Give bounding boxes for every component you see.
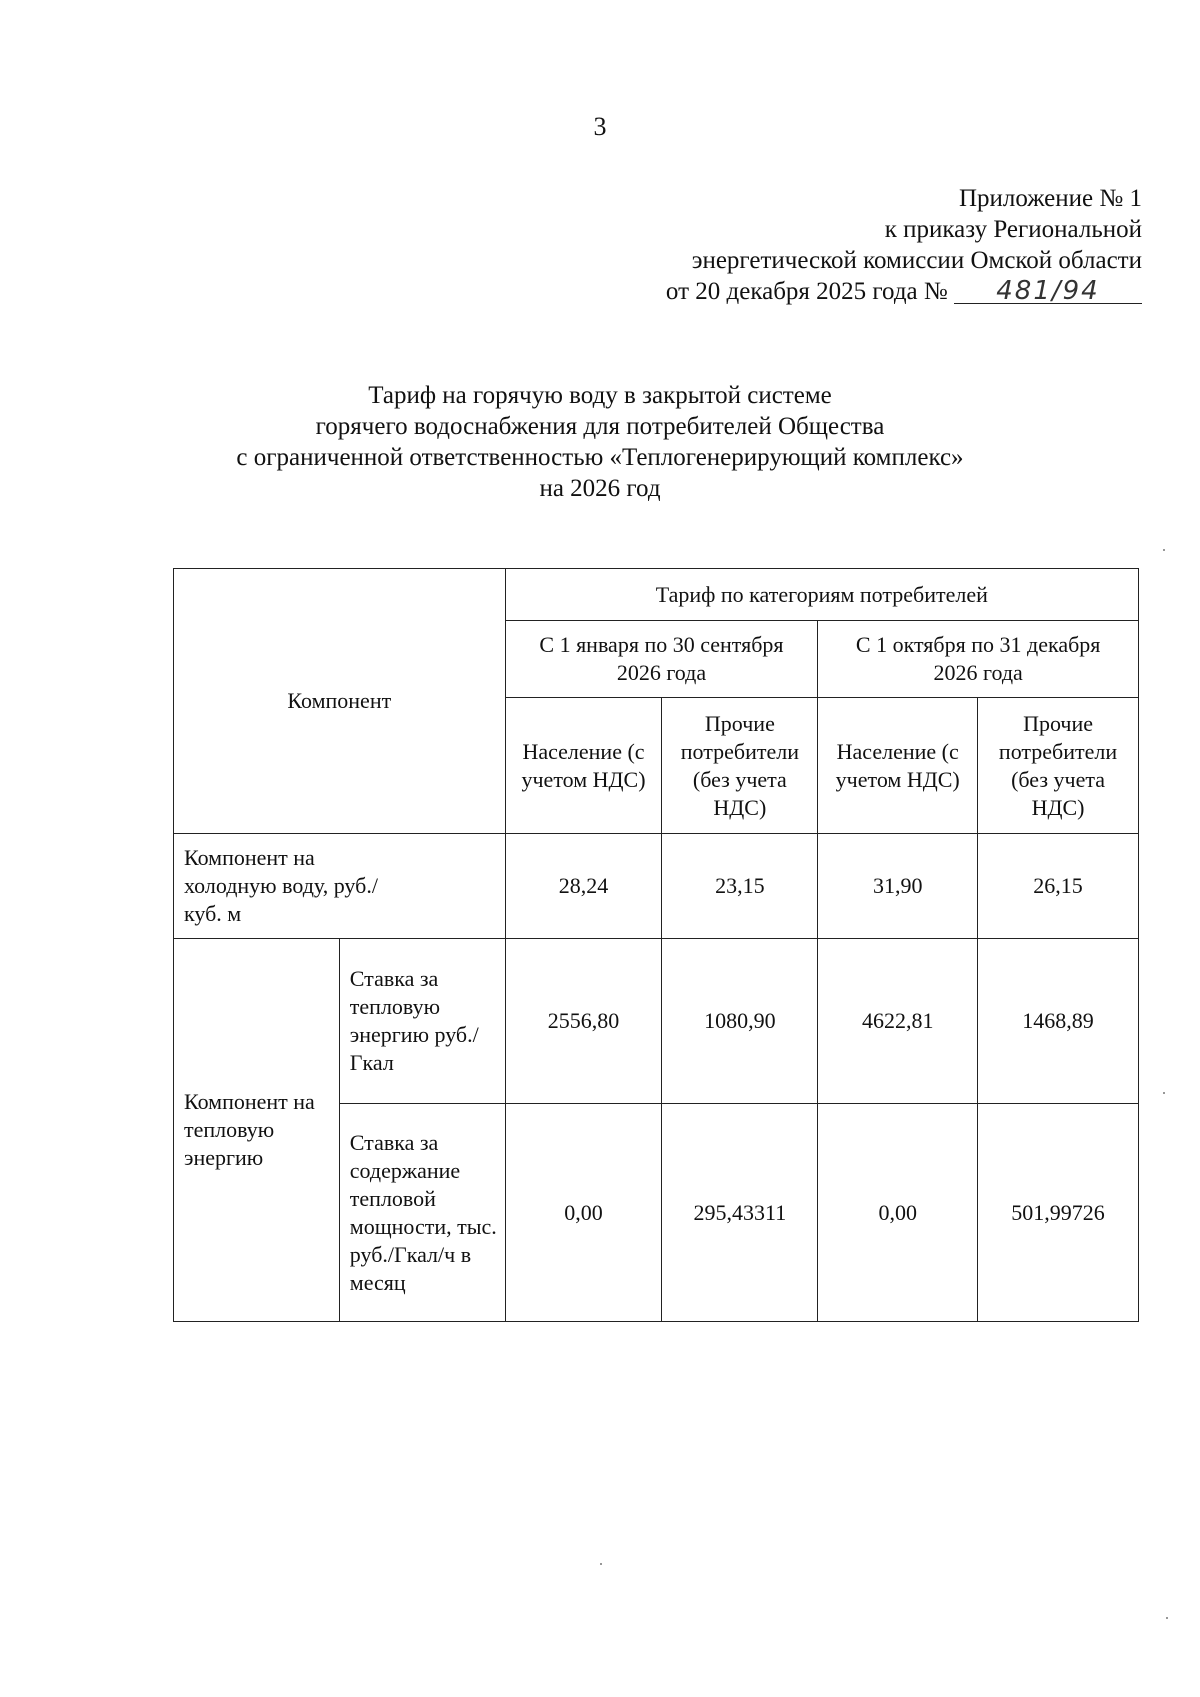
header-others-1: Прочие потребители (без учета НДС) xyxy=(662,698,818,834)
table-cell: 1468,89 xyxy=(978,939,1139,1104)
header-population-1: Население (с учетом НДС) xyxy=(505,698,662,834)
appendix-header xyxy=(666,183,1142,307)
header-period-2: С 1 октября по 31 декабря 2026 года xyxy=(818,621,1139,698)
title-line-1: Тариф на горячую воду в закрытой системе xyxy=(368,382,832,409)
header-others-2: Прочие потребители (без учета НДС) xyxy=(978,698,1139,834)
tariff-table xyxy=(173,568,1139,1322)
header-tariff-categories: Тариф по категориям потребителей xyxy=(505,569,1138,621)
title-line-2: горячего водоснабжения для потребителей Общества xyxy=(315,413,885,440)
row-cold-water-label: Компонент на холодную воду, руб./куб. м xyxy=(174,834,506,939)
scan-speck xyxy=(1163,1092,1165,1094)
table-cell: 23,15 xyxy=(662,834,818,939)
header-component: Компонент xyxy=(174,569,506,834)
table-cell: 28,24 xyxy=(505,834,662,939)
table-cell: 4622,81 xyxy=(818,939,978,1104)
page-number: 3 xyxy=(593,112,607,141)
table-cell: 2556,80 xyxy=(505,939,662,1104)
appendix-line-3: энергетической комиссии Омской области xyxy=(691,247,1142,274)
row-heat-energy-label: Ставка за тепловую энергию руб./Гкал xyxy=(339,939,505,1104)
table-cell: 31,90 xyxy=(818,834,978,939)
table-cell: 26,15 xyxy=(978,834,1139,939)
table-cell: 501,99726 xyxy=(978,1104,1139,1322)
handwritten-order-number: 481/94 xyxy=(954,279,1142,304)
appendix-line-1: Приложение № 1 xyxy=(958,185,1142,212)
row-heat-group-label: Компонент на тепловую энергию xyxy=(174,939,340,1322)
table-cell: 0,00 xyxy=(505,1104,662,1322)
header-population-2: Население (с учетом НДС) xyxy=(818,698,978,834)
title-line-4: на 2026 год xyxy=(539,475,661,502)
row-heat-capacity-label: Ставка за содержание тепловой мощности, тыс. руб./Гкал/ч в месяц xyxy=(339,1104,505,1322)
header-period-1: С 1 января по 30 сентября 2026 года xyxy=(505,621,818,698)
scan-speck xyxy=(600,1563,602,1565)
scan-speck xyxy=(1166,1617,1168,1619)
table-cell: 1080,90 xyxy=(662,939,818,1104)
appendix-date: от 20 декабря 2025 года № xyxy=(665,278,948,305)
table-cell: 295,43311 xyxy=(662,1104,818,1322)
table-cell: 0,00 xyxy=(818,1104,978,1322)
scan-speck xyxy=(1163,549,1165,551)
appendix-line-2: к приказу Региональной xyxy=(884,216,1142,243)
appendix-line-4 xyxy=(666,276,1142,307)
document-title xyxy=(0,380,1200,504)
title-line-3: с ограниченной ответственностью «Теплогенерирующий комплекс» xyxy=(236,444,964,471)
